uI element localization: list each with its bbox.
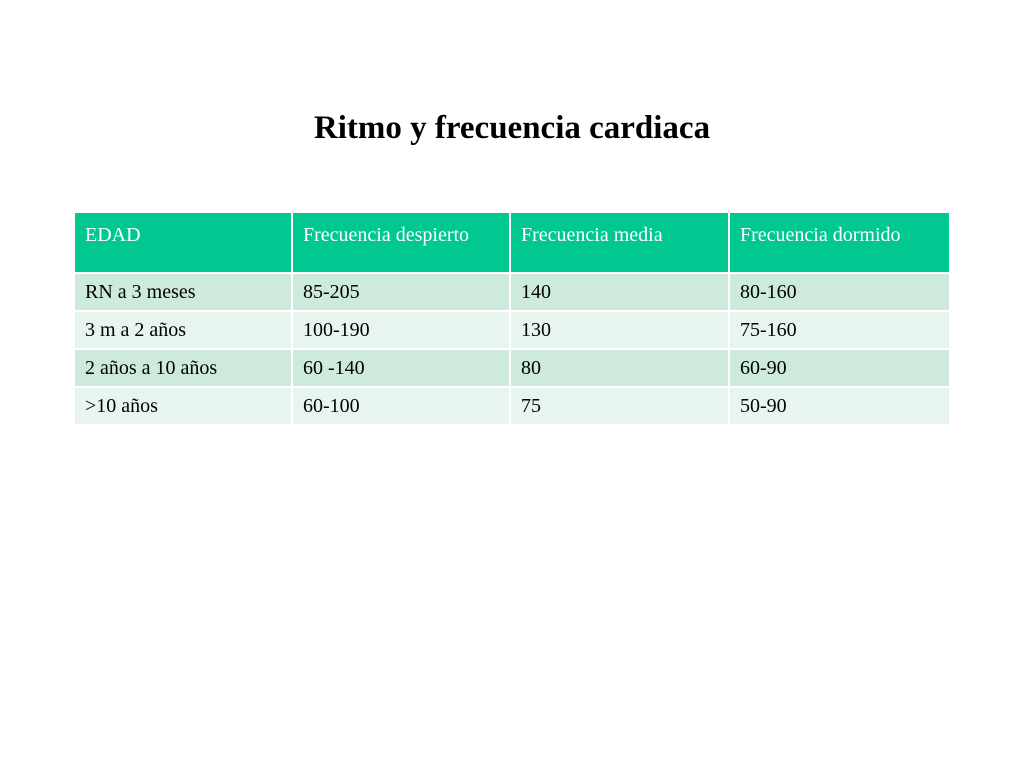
cell-edad: RN a 3 meses [75,274,293,312]
heart-rate-table-container [75,213,949,426]
cell-frecuencia-despierto: 100-190 [293,312,511,350]
cell-frecuencia-media: 80 [511,350,730,388]
table-row [75,350,949,388]
slide-title: Ritmo y frecuencia cardiaca [313,110,711,146]
cell-frecuencia-media: 130 [511,312,730,350]
cell-frecuencia-despierto: 60-100 [293,388,511,426]
table-row [75,388,949,426]
cell-frecuencia-dormido: 75-160 [730,312,949,350]
cell-frecuencia-dormido: 50-90 [730,388,949,426]
header-edad: EDAD [75,213,293,274]
cell-frecuencia-dormido: 60-90 [730,350,949,388]
cell-edad: 3 m a 2 años [75,312,293,350]
cell-edad: 2 años a 10 años [75,350,293,388]
cell-frecuencia-despierto: 60 -140 [293,350,511,388]
header-frecuencia-media: Frecuencia media [511,213,730,274]
header-frecuencia-dormido: Frecuencia dormido [730,213,949,274]
heart-rate-table [75,213,949,426]
cell-frecuencia-media: 140 [511,274,730,312]
cell-frecuencia-media: 75 [511,388,730,426]
cell-edad: >10 años [75,388,293,426]
cell-frecuencia-despierto: 85-205 [293,274,511,312]
table-row [75,312,949,350]
cell-frecuencia-dormido: 80-160 [730,274,949,312]
header-frecuencia-despierto: Frecuencia despierto [293,213,511,274]
table-header-row [75,213,949,274]
table-row [75,274,949,312]
